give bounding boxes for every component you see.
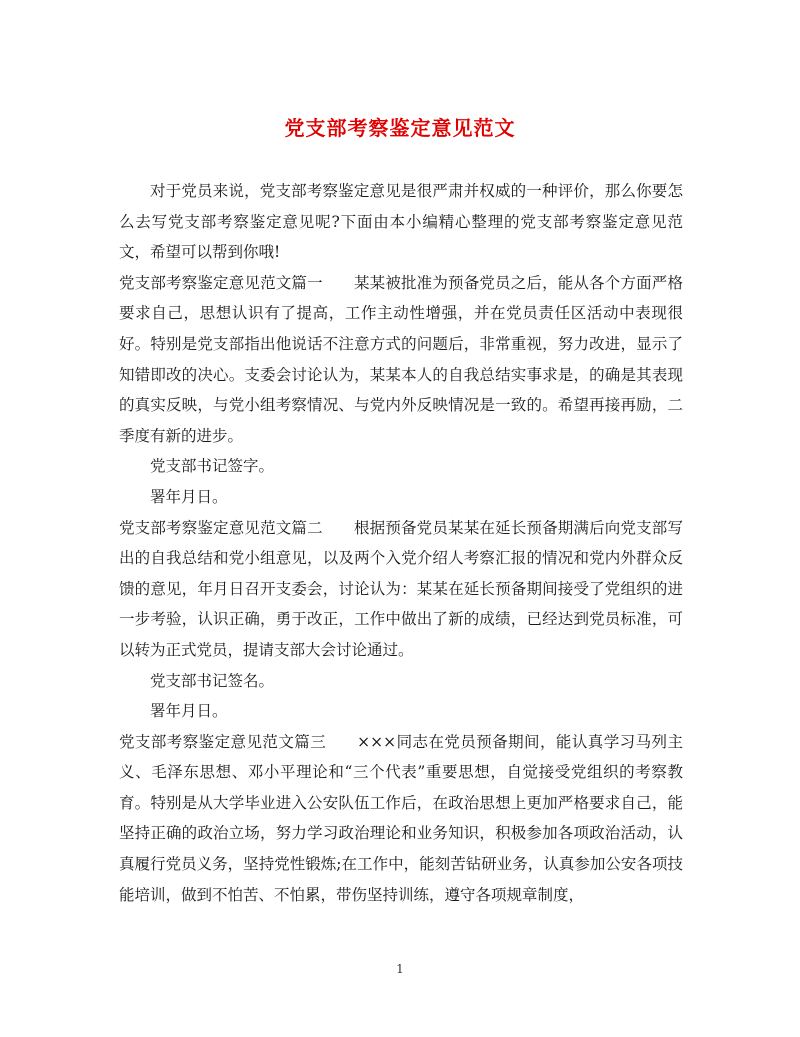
section-2-paragraph (119, 513, 683, 666)
section-2-text: 根据预备党员某某在延长预备期满后向党支部写出的自我总结和党小组意见，以及两个入党介绍人考察汇报的情况和党内外群众反馈的意见，年月日召开支委会，讨论认为：某某在延长预备期间接受了党组织的进一步考验，认识正确，勇于改正，工作中做出了新的成绩，已经达到党员标准，可以转为正式党员，提请支部大会讨论通过。 (119, 518, 683, 659)
document-body (119, 176, 683, 910)
intro-paragraph: 对于党员来说，党支部考察鉴定意见是很严肃并权威的一种评价，那么你要怎么去写党支部考察鉴定意见呢?下面由本小编精心整理的党支部考察鉴定意见范文，希望可以帮到你哦! (119, 182, 683, 262)
section-2-heading: 党支部考察鉴定意见范文篇二 (119, 518, 323, 537)
document-title: 党支部考察鉴定意见范文 (284, 116, 516, 140)
section-1-heading: 党支部考察鉴定意见范文篇一 (119, 273, 323, 292)
page-number: 1 (396, 962, 404, 976)
section-3-heading: 党支部考察鉴定意见范文篇三 (119, 732, 327, 751)
section-1-paragraph (119, 268, 683, 452)
section-3-text: ×××同志在党员预备期间，能认真学习马列主义、毛泽东思想、邓小平理论和“三个代表”重要思想，自觉接受党组织的考察教育。特别是从大学毕业进入公安队伍工作后，在政治思想上更加严格要求自己，能坚持正确的政治立场，努力学习政治理论和业务知识，积极参加各项政治活动，认真履行党员义务，坚持党性锻炼;在工作中，能刻苦钻研业务，认真参加公安各项技能培训，做到不怕苦、不怕累，带伤坚持训练，遵守各项规章制度， (119, 732, 683, 904)
section-1-date: 署年月日。 (150, 487, 228, 506)
section-2-sign: 党支部书记签名。 (150, 671, 275, 690)
section-2-date: 署年月日。 (150, 702, 228, 721)
section-1-sign: 党支部书记签字。 (150, 457, 275, 476)
section-1-text: 某某被批准为预备党员之后，能从各个方面严格要求自己，思想认识有了提高，工作主动性增强，并在党员责任区活动中表现很好。特别是党支部指出他说话不注意方式的问题后，非常重视，努力改进，显示了知错即改的决心。支委会讨论认为，某某本人的自我总结实事求是，的确是其表现的真实反映，与党小组考察情况、与党内外反映情况是一致的。希望再接再励，二季度有新的进步。 (119, 273, 683, 445)
section-3-paragraph (119, 727, 683, 911)
